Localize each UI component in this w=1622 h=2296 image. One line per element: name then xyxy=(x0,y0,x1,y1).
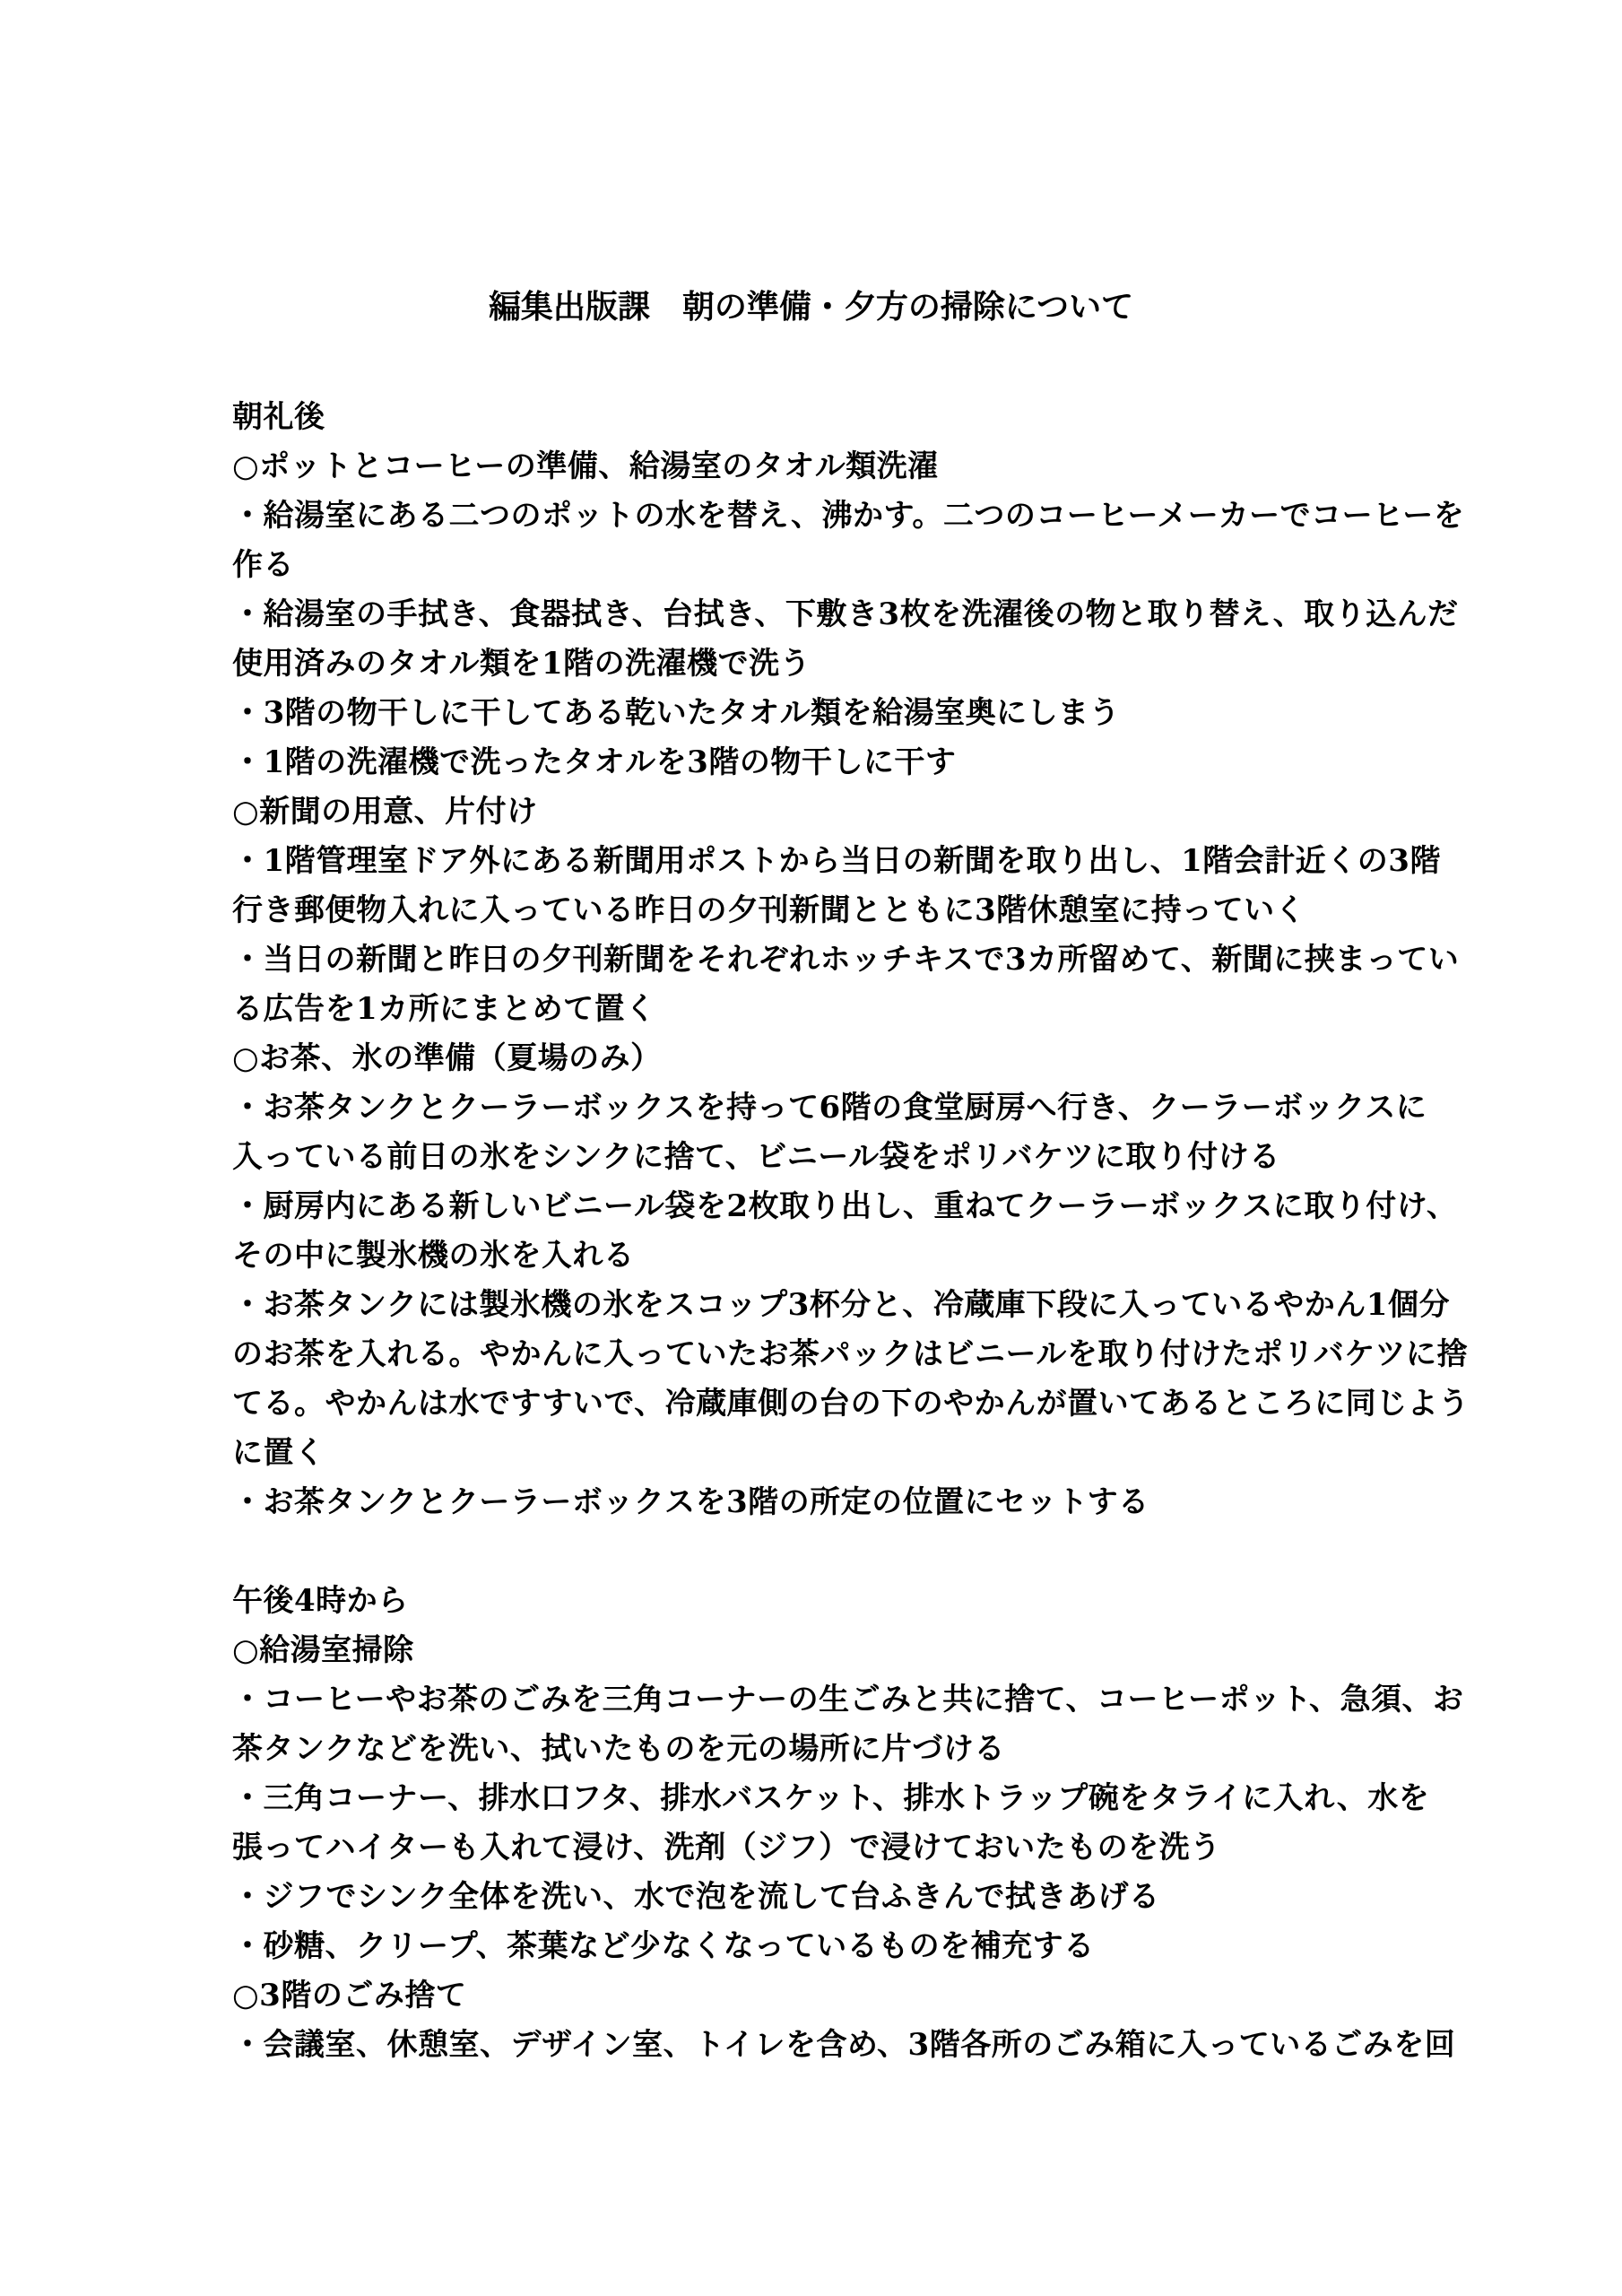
document-body xyxy=(232,393,1470,2070)
document-title: 編集出版課 朝の準備・夕方の掃除について xyxy=(488,288,1134,326)
text-line: その中に製氷機の氷を入れる xyxy=(232,1238,635,1274)
text-line: 行き郵便物入れに入っている昨日の夕刊新聞とともに3階休憩室に持っていく xyxy=(232,892,1306,928)
text-line: てる。やかんは水ですすいで、冷蔵庫側の台の下のやかんが置いてあるところに同じよう xyxy=(232,1386,1470,1422)
text-line: ・厨房内にある新しいビニール袋を2枚取り出し、重ねてクーラーボックスに取り付け、 xyxy=(232,1188,1458,1224)
text-line: ・1階の洗濯機で洗ったタオルを3階の物干しに干す xyxy=(232,744,957,780)
text-line: ・お茶タンクとクーラーボックスを持って6階の食堂厨房へ行き、クーラーボックスに xyxy=(232,1090,1427,1126)
text-line: ○3階のごみ捨て xyxy=(232,1978,467,2013)
text-line: 茶タンクなどを洗い、拭いたものを元の場所に片づける xyxy=(232,1731,1005,1767)
text-line: ・当日の新聞と昨日の夕刊新聞をそれぞれホッチキスで3カ所留めて、新聞に挟まってい xyxy=(232,942,1460,978)
text-line: る広告を1カ所にまとめて置く xyxy=(232,991,656,1027)
text-line: ○ポットとコーヒーの準備、給湯室のタオル類洗濯 xyxy=(232,448,939,484)
text-line: 作る xyxy=(232,547,294,583)
text-line: 入っている前日の氷をシンクに捨て、ビニール袋をポリバケツに取り付ける xyxy=(232,1139,1280,1175)
text-line: に置く xyxy=(232,1435,325,1471)
text-line: ○お茶、氷の準備（夏場のみ） xyxy=(232,1040,662,1076)
text-line: ・お茶タンクとクーラーボックスを3階の所定の位置にセットする xyxy=(232,1484,1149,1520)
text-line: ・会議室、休憩室、デザイン室、トイレを含め、3階各所のごみ箱に入っているごみを回 xyxy=(232,2027,1456,2063)
text-line: ・砂糖、クリープ、茶葉など少なくなっているものを補充する xyxy=(232,1928,1095,1964)
text-line: ○新聞の用意、片付け xyxy=(232,794,538,830)
text-line: 午後4時から xyxy=(232,1583,409,1619)
text-line: ・三角コーナー、排水口フタ、排水バスケット、排水トラップ碗をタライに入れ、水を xyxy=(232,1780,1430,1816)
text-line: ・給湯室の手拭き、食器拭き、台拭き、下敷き3枚を洗濯後の物と取り替え、取り込んだ xyxy=(232,596,1459,632)
text-line: ・給湯室にある二つのポットの水を替え、沸かす。二つのコーヒーメーカーでコーヒーを xyxy=(232,498,1465,534)
text-line: ・1階管理室ドア外にある新聞用ポストから当日の新聞を取り出し、1階会計近くの3階 xyxy=(232,843,1441,879)
text-line: ・3階の物干しに干してある乾いたタオル類を給湯室奥にしまう xyxy=(232,695,1121,731)
text-line: 朝礼後 xyxy=(232,399,325,435)
text-line: ・ジフでシンク全体を洗い、水で泡を流して台ふきんで拭きあげる xyxy=(232,1879,1160,1915)
text-line: ・コーヒーやお茶のごみを三角コーナーの生ごみと共に捨て、コーヒーポット、急須、お xyxy=(232,1682,1464,1718)
text-line: ・お茶タンクには製氷機の氷をスコップ3杯分と、冷蔵庫下段に入っているやかん1個分 xyxy=(232,1287,1450,1323)
text-line: 使用済みのタオル類を1階の洗濯機で洗う xyxy=(232,646,811,682)
text-line: ○給湯室掃除 xyxy=(232,1632,414,1668)
text-line: 張ってハイターも入れて浸け、洗剤（ジフ）で浸けておいたものを洗う xyxy=(232,1830,1221,1866)
text-line xyxy=(232,1527,1425,1577)
text-line: のお茶を入れる。やかんに入っていたお茶パックはビニールを取り付けたポリバケツに捨 xyxy=(232,1336,1468,1372)
